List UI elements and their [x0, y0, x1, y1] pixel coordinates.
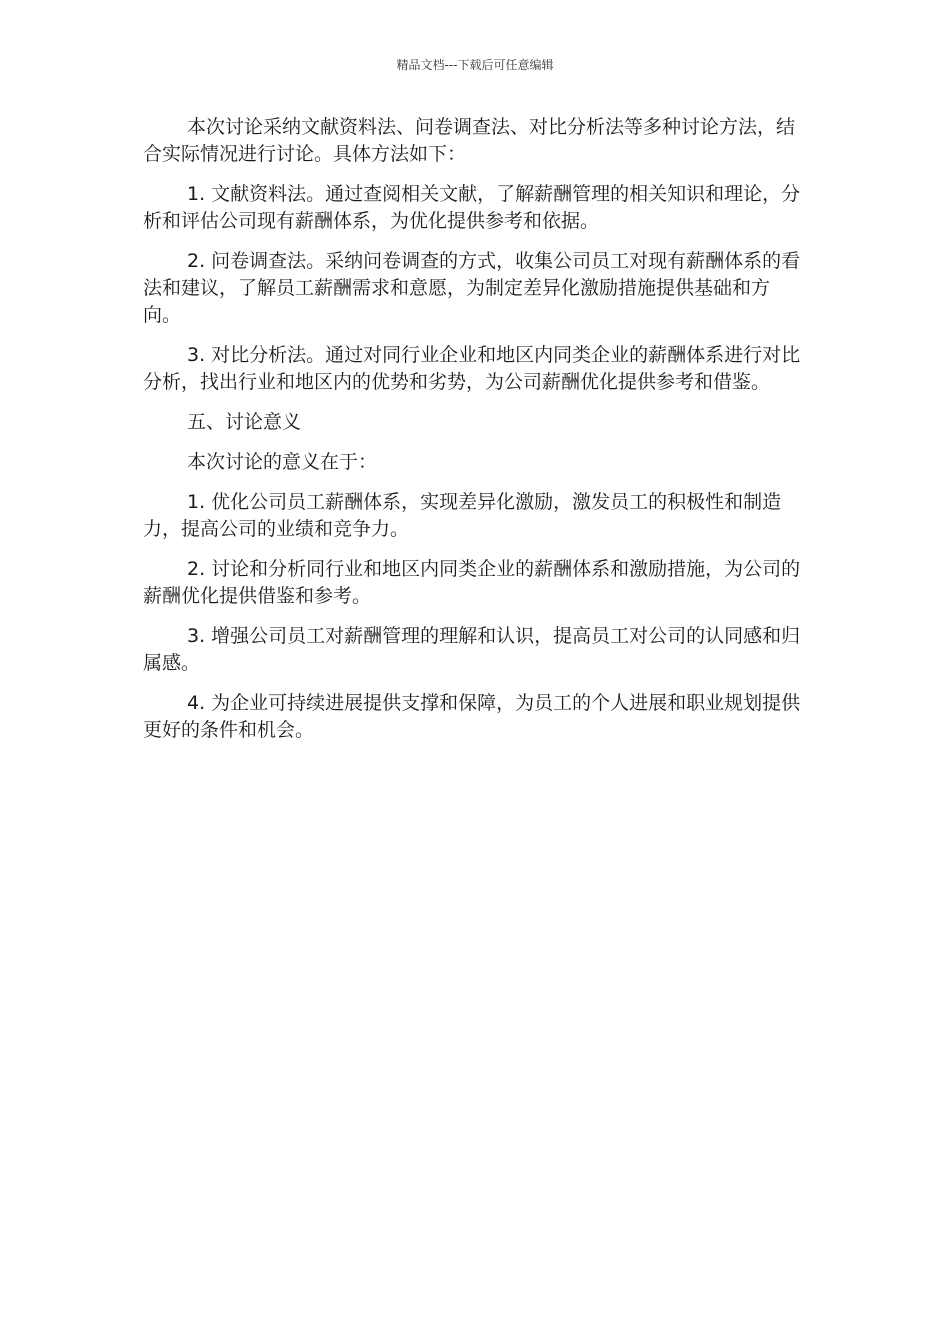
paragraph-significance-3: 3. 增强公司员工对薪酬管理的理解和认识，提高员工对公司的认同感和归属感。 — [143, 625, 801, 674]
page-header: 精品文档---下载后可任意编辑 — [396, 58, 554, 72]
paragraph-method-questionnaire: 2. 问卷调查法。采纳问卷调查的方式，收集公司员工对现有薪酬体系的看法和建议，了解员工薪酬需求和意愿，为制定差异化激励措施提供基础和方向。 — [143, 250, 801, 326]
paragraph-significance-1: 1. 优化公司员工薪酬体系，实现差异化激励，激发员工的积极性和制造力，提高公司的业绩和竞争力。 — [143, 491, 782, 540]
paragraph-significance-2: 2. 讨论和分析同行业和地区内同类企业的薪酬体系和激励措施，为公司的薪酬优化提供借鉴和参考。 — [143, 558, 801, 607]
section-heading-significance: 五、讨论意义 — [187, 411, 302, 433]
paragraph-significance-4: 4. 为企业可持续进展提供支撑和保障，为员工的个人进展和职业规划提供更好的条件和机会。 — [143, 692, 801, 741]
paragraph-significance-intro: 本次讨论的意义在于： — [187, 451, 378, 473]
paragraph-method-literature: 1. 文献资料法。通过查阅相关文献，了解薪酬管理的相关知识和理论，分析和评估公司现有薪酬体系，为优化提供参考和依据。 — [143, 183, 801, 232]
paragraph-methods-intro: 本次讨论采纳文献资料法、问卷调查法、对比分析法等多种讨论方法，结合实际情况进行讨论。具体方法如下： — [143, 116, 796, 165]
paragraph-method-comparison: 3. 对比分析法。通过对同行业企业和地区内同类企业的薪酬体系进行对比分析，找出行业和地区内的优势和劣势，为公司薪酬优化提供参考和借鉴。 — [143, 344, 801, 393]
document-body — [143, 114, 807, 757]
